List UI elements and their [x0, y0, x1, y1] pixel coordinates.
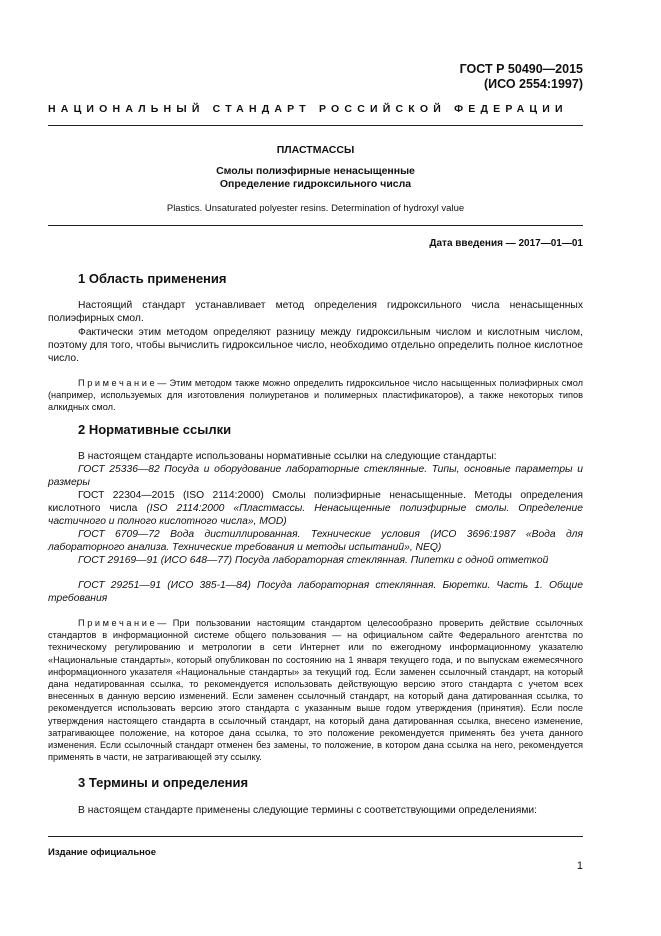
section-2-heading: 2 Нормативные ссылки	[78, 422, 232, 437]
section-3-heading: 3 Термины и определения	[78, 775, 249, 790]
title-divider	[48, 225, 583, 226]
subtitle-line-2: Определение гидроксильного числа	[219, 178, 412, 190]
standard-code-iso: (ИСО 2554:1997)	[484, 77, 583, 91]
subtitle-line-1: Смолы полиэфирные ненасыщенные	[216, 165, 415, 177]
section-3-intro: В настоящем стандарте применены следующие термины с соответствующими определениями:	[78, 805, 538, 816]
reference-gost-29251: ГОСТ 29251—91 (ИСО 385-1—84) Посуда лабораторная стеклянная. Бюретки. Часть 1. Общие требования	[48, 580, 583, 605]
header-divider	[48, 125, 583, 126]
reference-gost-29169: ГОСТ 29169—91 (ИСО 648—77) Посуда лабораторная стеклянная. Пипетки с одной отметкой	[78, 555, 549, 566]
section-2-note: Примечание— При пользовании настоящим стандартом целесообразно проверить действие ссылочных стандартов в информационной системе общего пользования — на официальном сайте Федерального агентства по техническому регулированию и метрологии в сети Интернет или по ежегодному информационному указателю «Национальные стандарты», который опубликован по состоянию на 1 января текущего года, и по выпускам ежемесячного информационного указателя «Национальные стандарты» за текущий год. Если заменен ссылочный стандарт, на который дана недатированная ссылка, то рекомендуется использовать действующую версию этого стандарта с учетом всех внесенных в данную версию изменений. Если заменен ссылочный стандарт, на который дана датированная ссылка, то рекомендуется использовать версию этого стандарта с указанным выше годом утверждения (принятия). Если после утверждения настоящего стандарта в ссылочный стандарт, на который дана датированная ссылка, внесено изменение, затрагивающее положение, на которое дана ссылка, то это положение рекомендуется применять без учета данного изменения. Если ссылочный стандарт отменен без замены, то положение, в котором дана ссылка на него, рекомендуется применять в части, не затрагивающей эту ссылку.	[48, 618, 583, 763]
note-label: Примечание	[78, 378, 158, 388]
reference-gost-6709: ГОСТ 6709—72 Вода дистиллированная. Технические условия (ИСО 3696:1987 «Вода для лабораторного анализа. Технические требования и методы испытаний», NEQ)	[48, 529, 583, 554]
note-label: Примечание	[78, 618, 158, 628]
document-title: ПЛАСТМАССЫ	[276, 144, 355, 156]
reference-gost-25336: ГОСТ 25336—82 Посуда и оборудование лабораторные стеклянные. Типы, основные параметры и размеры	[48, 464, 583, 489]
section-1-heading: 1 Область применения	[78, 271, 227, 286]
standard-code	[460, 62, 583, 92]
section-1-paragraph-1: Настоящий стандарт устанавливает метод определения гидроксильного числа ненасыщенных полиэфирных смол.	[48, 300, 583, 325]
national-standard-banner: НАЦИОНАЛЬНЫЙ СТАНДАРТ РОССИЙСКОЙ ФЕДЕРАЦИИ	[48, 103, 568, 115]
section-1-paragraph-2: Фактически этим методом определяют разницу между гидроксильным числом и кислотным числом, поэтому для того, чтобы вычислить гидроксильное число, необходимо отдельно определить полное кислотное число.	[48, 327, 583, 365]
section-2-intro: В настоящем стандарте использованы нормативные ссылки на следующие стандарты:	[78, 451, 497, 462]
section-1-note: Примечание— Этим методом также можно определить гидроксильное число насыщенных полиэфирных смол (например, используемых для изготовления полиуретанов и полимерных пластификаторов), а также некоторых типов алкидных смол.	[48, 378, 583, 413]
edition-label: Издание официальное	[48, 847, 156, 858]
reference-gost-22304: ГОСТ 22304—2015 (ISO 2114:2000) Смолы полиэфирные ненасыщенные. Методы определения кислотного числа (ISO 2114:2000 «Пластмассы. Ненасыщенные полиэфирные смолы. Определение частичного и полного кислотного числа», MOD)	[48, 490, 583, 528]
page-number: 1	[576, 860, 583, 872]
footer-divider	[48, 836, 583, 837]
document-subtitle	[48, 165, 583, 191]
standard-code-gost: ГОСТ Р 50490—2015	[459, 62, 583, 76]
introduction-date: Дата введения — 2017—01—01	[429, 238, 583, 249]
english-title: Plastics. Unsaturated polyester resins. Determination of hydroxyl value	[166, 203, 465, 214]
